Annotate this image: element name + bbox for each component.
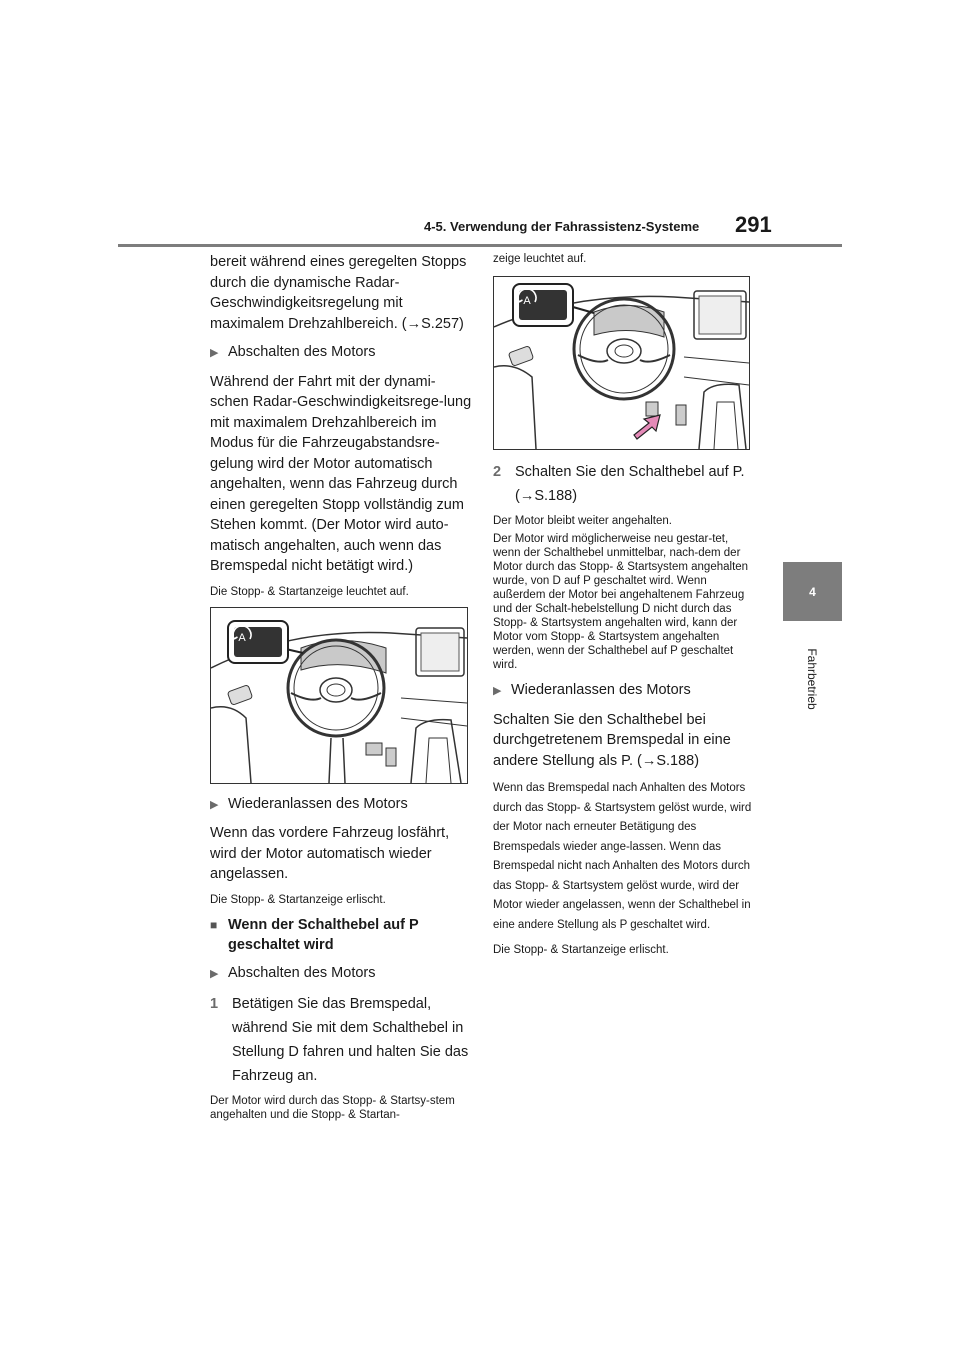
triangle-bullet-icon: ▶ bbox=[210, 967, 219, 980]
paragraph: bereit während eines geregelten Stopps durch die dynamische Radar-Geschwindigkeitsregelung mit maximalem Drehzahlbereich. (→S.257) bbox=[210, 254, 467, 332]
subsection-stop-engine bbox=[210, 342, 472, 364]
brake-pedal-illustration bbox=[493, 276, 750, 450]
note: zeige leuchtet auf. bbox=[493, 253, 587, 265]
note: Die Stopp- & Startanzeige erlischt. bbox=[210, 893, 386, 906]
paragraph: Wenn das vordere Fahrzeug losfährt, wird der Motor automatisch wieder angelassen. bbox=[210, 825, 450, 882]
heading-text: Wenn der Schalthebel auf P geschaltet wird bbox=[228, 916, 419, 953]
note: Der Motor wird durch das Stopp- & Startsy-stem angehalten und die Stopp- & Startan- bbox=[210, 1095, 455, 1121]
note: Der Motor wird möglicherweise neu gestar-tet, wenn der Schalthebel unmittelbar, nach-dem der Motor durch das Stopp- & Startsystem angehalten wurde, von D auf P geschaltet wird. Wenn außerdem der Motor bei angehaltenem Fahrzeug und der Schalt-hebelstellung D nicht durch das Stopp- & Startsystem angehalten wird, kann der Motor vom Stopp- & Startsystem angehalten werden, wenn der Schalthebel auf P geschaltet wird. bbox=[493, 533, 749, 671]
indicator-letter: A bbox=[523, 295, 531, 307]
subsection-label: Abschalten des Motors bbox=[228, 344, 376, 360]
left-column bbox=[210, 252, 472, 1130]
chapter-number: 4 bbox=[809, 584, 816, 599]
chapter-tab[interactable] bbox=[783, 562, 842, 621]
step-number: 1 bbox=[210, 996, 219, 1012]
page-number: 291 bbox=[735, 212, 772, 237]
subsection-stop-engine-p bbox=[210, 963, 472, 985]
note: Der Motor bleibt weiter angehalten. bbox=[493, 515, 672, 527]
note: Wenn das Bremspedal nach Anhalten des Motors durch das Stopp- & Startsystem gelöst wurde, wird der Motor nach erneuter Betätigung des Bremspedals wieder ange-lassen. Wenn das Bremspedal nicht nach Anhalten des Motors durch das Stopp- & Startsystem gelöst wurde, wird der Motor wieder angelassen, wenn der Schalthebel in eine andere Stellung als P geschaltet wird. bbox=[493, 782, 752, 931]
stop-start-indicator-icon bbox=[519, 290, 567, 320]
stop-start-indicator-icon bbox=[234, 627, 282, 657]
section-heading bbox=[210, 915, 472, 955]
paragraph: Während der Fahrt mit der dynami-schen Radar-Geschwindigkeitsrege-lung mit maximalem Drehzahlbereich im Modus für die Fahrzeugabstandsre-gelung wird der Motor automatisch angehalten, wenn das Fahrzeug durch einen geregelten Stopp vollständig zum Stehen kommt. (Der Motor wird auto-matisch angehalten, auch wenn das Bremspedal nicht betätigt wird.) bbox=[210, 373, 472, 574]
header-divider bbox=[118, 244, 842, 247]
subsection-restart-engine-p bbox=[493, 680, 755, 702]
subsection-restart-engine bbox=[210, 794, 472, 816]
note: Die Stopp- & Startanzeige leuchtet auf. bbox=[210, 585, 409, 598]
press-pedal-arrow-icon bbox=[634, 415, 660, 439]
subsection-label: Abschalten des Motors bbox=[228, 964, 376, 981]
triangle-bullet-icon: ▶ bbox=[493, 685, 502, 697]
stop-start-indicator-callout bbox=[227, 620, 289, 664]
step-text: Schalten Sie den Schalthebel auf P. (→S.188) bbox=[515, 464, 745, 504]
triangle-bullet-icon: ▶ bbox=[210, 798, 219, 811]
paragraph: Schalten Sie den Schalthebel bei durchgetretenem Bremspedal in eine andere Stellung als P. (→S.188) bbox=[493, 711, 731, 769]
step-text: Betätigen Sie das Bremspedal, während Sie mit dem Schalthebel in Stellung D fahren und halten Sie das Fahrzeug an. bbox=[232, 996, 469, 1084]
step-2 bbox=[493, 460, 755, 508]
indicator-letter: A bbox=[238, 631, 246, 644]
square-bullet-icon: ■ bbox=[210, 917, 218, 932]
note: Die Stopp- & Startanzeige erlischt. bbox=[493, 944, 669, 956]
chapter-label: Fahrbetrieb bbox=[805, 648, 819, 710]
auto-stop-icon bbox=[229, 622, 255, 648]
stop-start-indicator-callout bbox=[512, 283, 574, 327]
triangle-bullet-icon: ▶ bbox=[210, 347, 219, 359]
section-title: 4-5. Verwendung der Fahrassistenz-Systeme bbox=[424, 219, 700, 234]
dashboard-illustration bbox=[210, 607, 468, 784]
step-1 bbox=[210, 992, 472, 1088]
subsection-label: Wiederanlassen des Motors bbox=[511, 682, 691, 698]
right-column bbox=[493, 252, 755, 965]
step-number: 2 bbox=[493, 464, 502, 480]
subsection-label: Wiederanlassen des Motors bbox=[228, 795, 408, 812]
auto-stop-icon bbox=[514, 285, 540, 311]
